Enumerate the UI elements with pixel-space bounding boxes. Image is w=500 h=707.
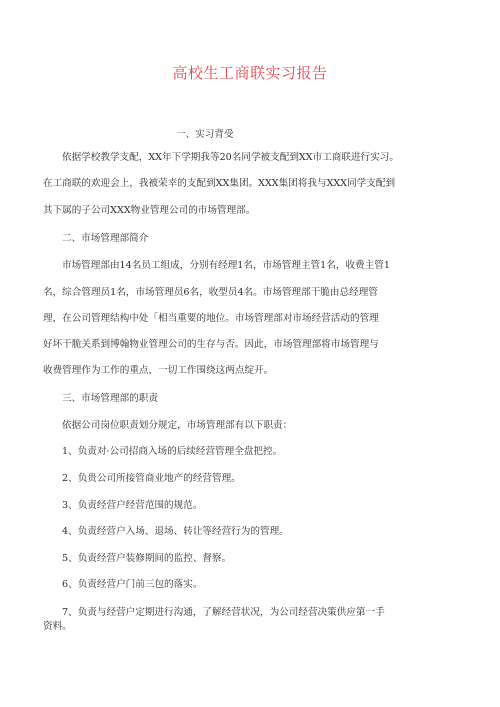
section-1-line: 依据学校教学支配，XX年下学期我等20名同学被支配到XX市工商联进行实习。 (62, 152, 399, 163)
section-1-heading: 一、实习背受 (176, 129, 234, 140)
document-title: 高校生工商联实习报告 (172, 64, 328, 82)
section-1-line: 其下属的子公司XXX物业管理公司的市场管理部。 (43, 205, 256, 216)
section-3-intro: 依据公司岗位职责划分规定，市场管理部有以下职责： (62, 420, 293, 431)
duty-item: 3、负责经营户经营范围的规范。 (62, 500, 203, 511)
duty-item: 4、负责经营户入场、退场、转让等经营行为的管理。 (62, 526, 289, 537)
section-1-line: 在工商联的欢迎会上，我被荣幸的支配到XX集团。XXX集团将我与XXX同学支配到 (43, 178, 396, 189)
section-2-line: 市场管理部由14名员工组成，分别有经理1名，市场管理主管1名，收费主管1 (62, 260, 390, 271)
duty-item: 7、负责与经营户定期进行沟通，了解经营状况，为公司经营决策供应第一手 (62, 607, 385, 618)
section-3-heading: 三、市场管理部的职责 (62, 393, 158, 404)
duty-item-continuation: 资料。 (43, 621, 72, 632)
section-2-line: 好坏干脆关系到博翰物业管理公司的生存与否。因此，市场管理部将市场管理与 (43, 339, 379, 350)
section-2-line: 收费管理作为工作的重点，一切工作围绕这两点绽开。 (43, 365, 274, 376)
duty-item: 2、负贵公司所接管商业地产的经营管理。 (62, 473, 241, 484)
duty-item: 1、负责对·公司招商入场的后续经营管理全盘把控。 (62, 446, 283, 457)
section-2-line: 名，综合管理员1名，市场管理员6名，收型员4名。市场管理部干脆由总经理管 (43, 287, 378, 298)
section-2-line: 理，在公司管理结构中处「相当重要的地位。市场管理部对市场经营活动的管理 (43, 313, 379, 324)
duty-item: 5、负责经营户装修期间的监控、督察。 (62, 553, 232, 564)
duty-item: 6、负责经营户门前三包的落实。 (62, 579, 203, 590)
section-2-heading: 二、市场管理部简介 (62, 233, 149, 244)
